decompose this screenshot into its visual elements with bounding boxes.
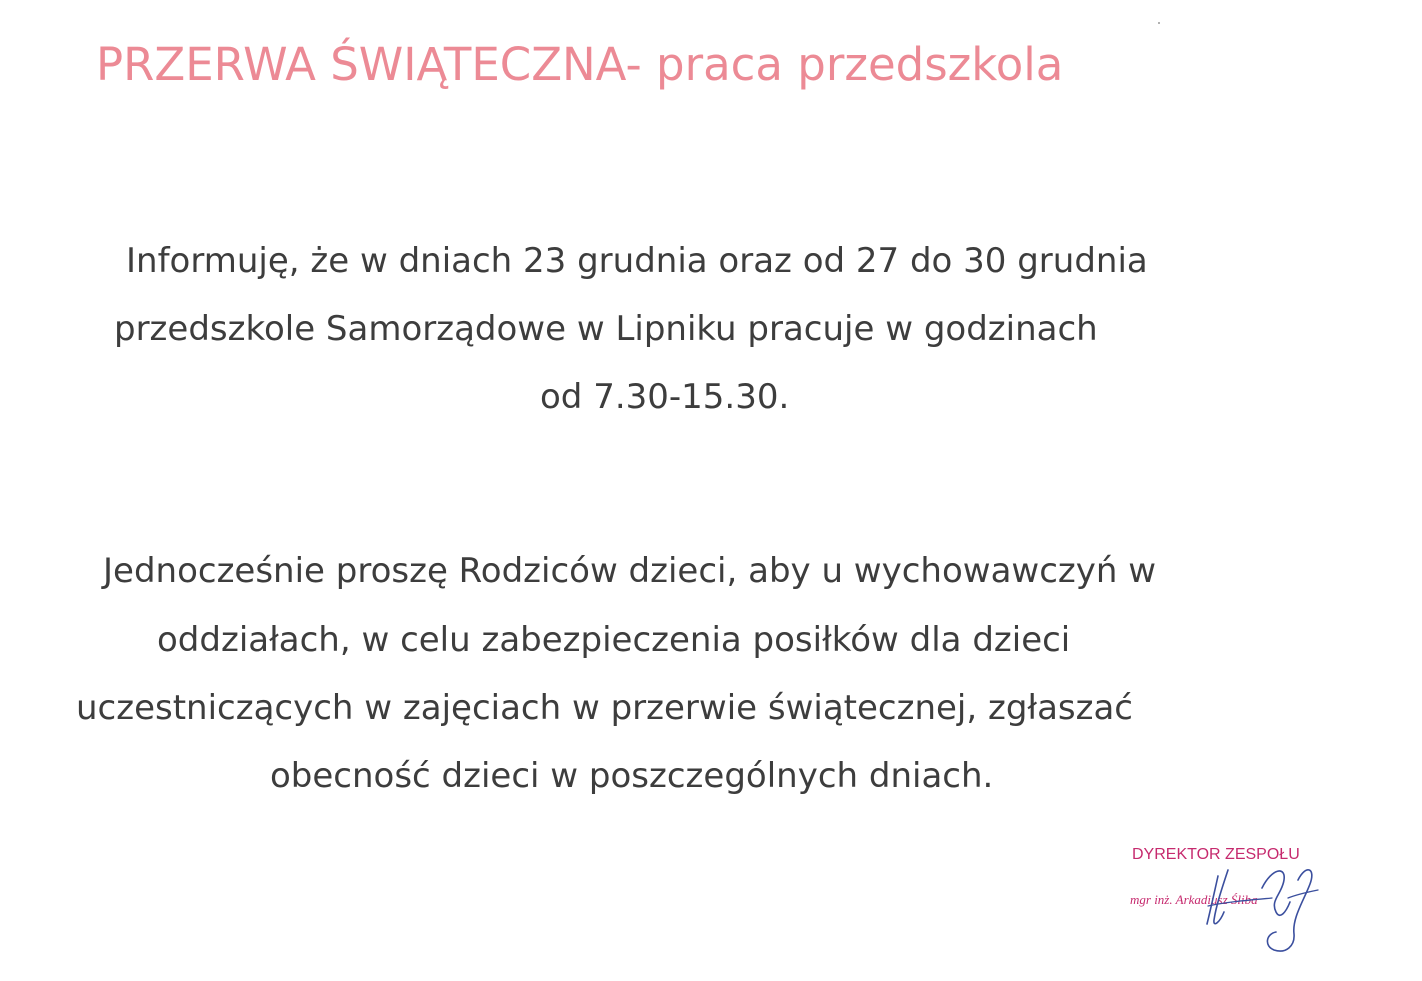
paragraph2-line3: uczestniczących w zajęciach w przerwie świątecznej, zgłaszać	[76, 688, 1134, 728]
handwritten-signature	[1180, 854, 1330, 954]
stamp-title: DYREKTOR ZESPOŁU	[1132, 846, 1300, 863]
paragraph2-line4: obecność dzieci w poszczególnych dniach.	[270, 756, 994, 796]
paragraph2-line1: Jednocześnie proszę Rodziców dzieci, aby u wychowawczyń w	[103, 551, 1157, 591]
director-stamp	[1110, 836, 1350, 946]
stamp-name: mgr inż. Arkadiusz Śliba	[1130, 892, 1258, 907]
page-title: PRZERWA ŚWIĄTECZNA- praca przedszkola	[96, 38, 1064, 91]
scan-speck	[1158, 22, 1160, 24]
paragraph1-line1: Informuję, że w dniach 23 grudnia oraz od 27 do 30 grudnia	[126, 241, 1148, 281]
paragraph1-line3: od 7.30-15.30.	[540, 377, 790, 417]
paragraph2-line2: oddziałach, w celu zabezpieczenia posiłków dla dzieci	[157, 620, 1071, 660]
paragraph1-line2: przedszkole Samorządowe w Lipniku pracuje w godzinach	[114, 309, 1098, 349]
